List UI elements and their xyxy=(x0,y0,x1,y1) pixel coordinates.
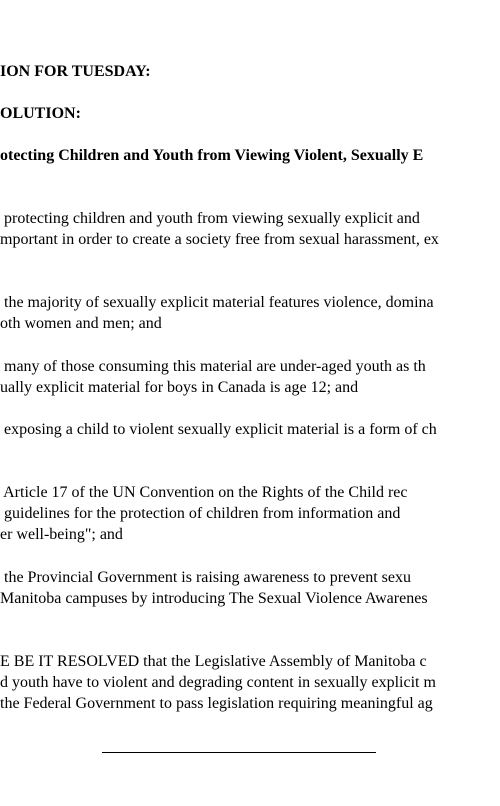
resolution-heading: OLUTION: xyxy=(0,105,81,122)
paragraph-line: the majority of sexually explicit material features violence, domina xyxy=(0,294,434,311)
paragraph-line: mportant in order to create a society free from sexual harassment, ex xyxy=(0,231,439,248)
paragraph-line: the Provincial Government is raising awareness to prevent sexu xyxy=(0,569,411,586)
paragraph-line: the Federal Government to pass legislation requiring meaningful ag xyxy=(0,695,433,712)
paragraph-line: many of those consuming this material are under-aged youth as th xyxy=(0,358,426,375)
paragraph-line: er well-being"; and xyxy=(0,526,123,543)
paragraph-line: d youth have to violent and degrading content in sexually explicit m xyxy=(0,674,436,691)
motion-heading: ION FOR TUESDAY: xyxy=(0,63,151,80)
paragraph-line: E BE IT RESOLVED that the Legislative Assembly of Manitoba c xyxy=(0,653,427,670)
paragraph-line: Manitoba campuses by introducing The Sexual Violence Awarenes xyxy=(0,590,428,607)
paragraph-line: oth women and men; and xyxy=(0,315,162,332)
paragraph-line: protecting children and youth from viewing sexually explicit and xyxy=(0,210,420,227)
signature-rule xyxy=(102,752,376,753)
paragraph-line: exposing a child to violent sexually explicit material is a form of ch xyxy=(0,421,437,438)
paragraph-line: Article 17 of the UN Convention on the Rights of the Child rec xyxy=(0,484,408,501)
paragraph-line: guidelines for the protection of children from information and xyxy=(0,505,401,522)
resolution-title: otecting Children and Youth from Viewing Violent, Sexually E xyxy=(0,147,424,164)
paragraph-line: ually explicit material for boys in Canada is age 12; and xyxy=(0,379,359,396)
